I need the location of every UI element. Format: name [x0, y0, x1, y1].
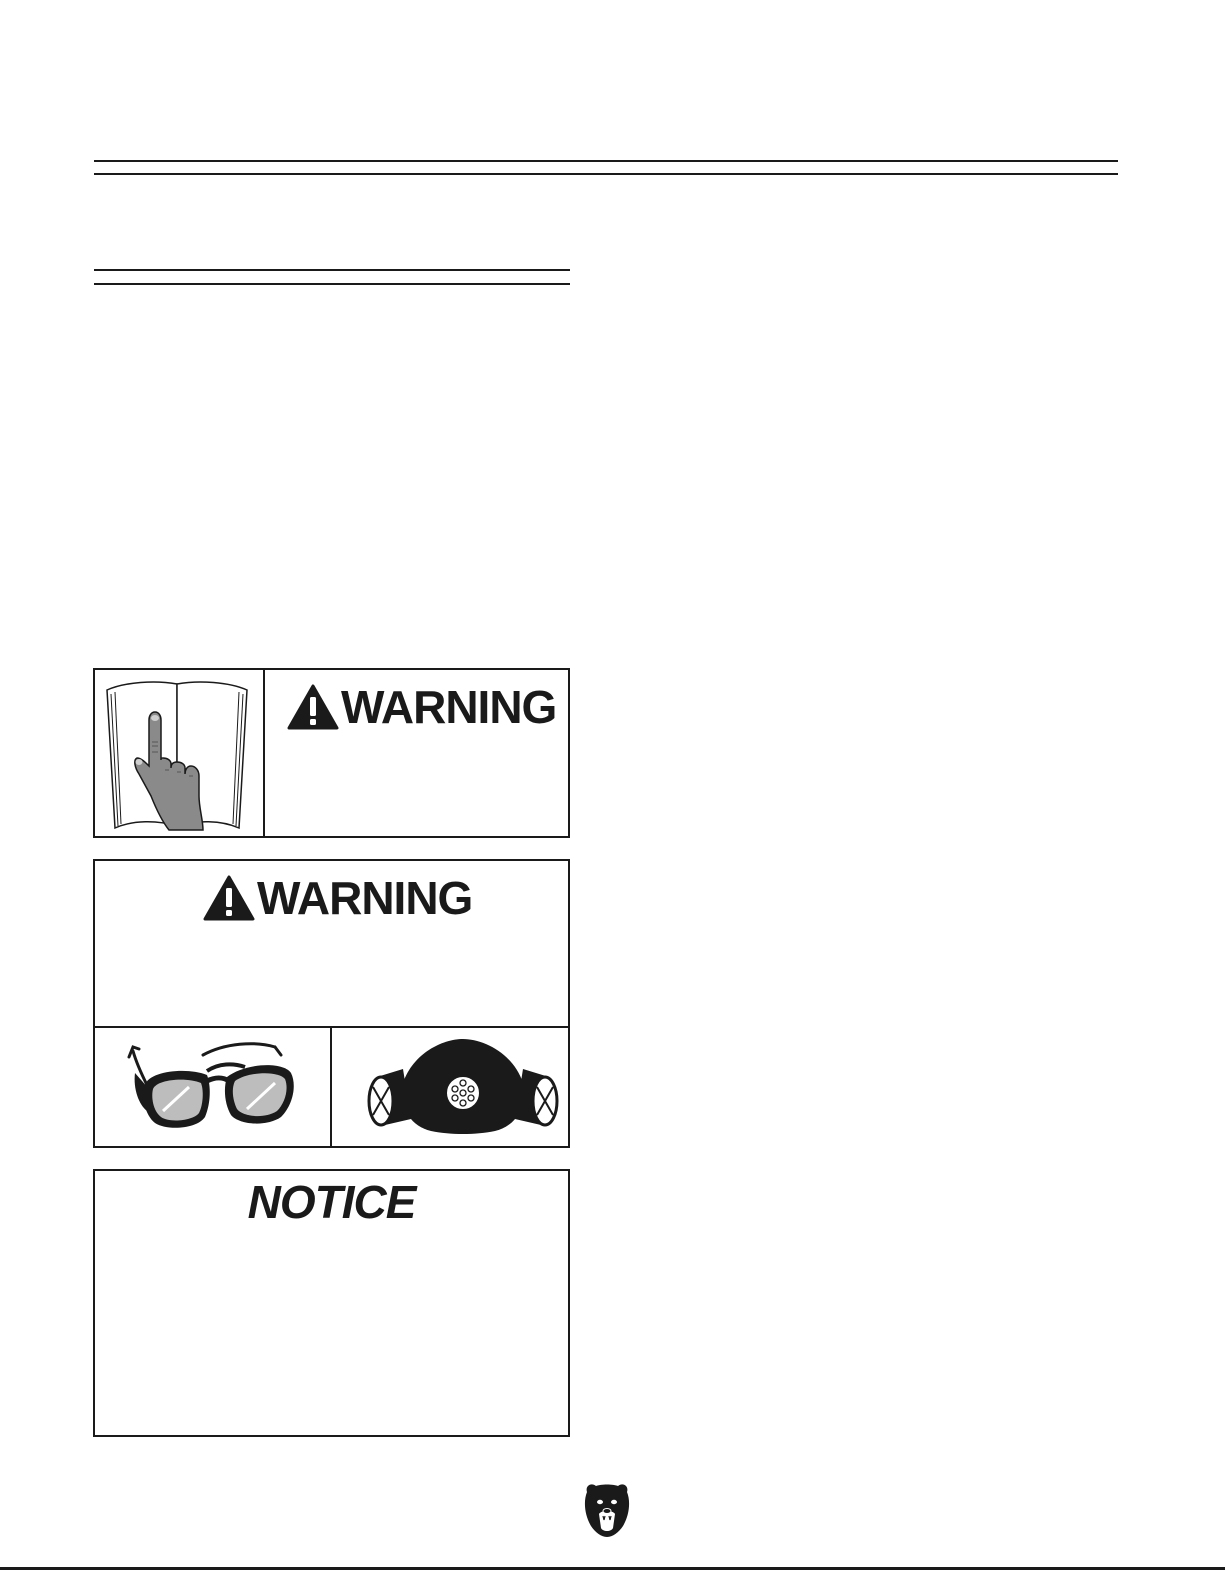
- notice-box: [93, 1169, 570, 1437]
- read-manual-icon: [95, 670, 261, 836]
- warning-signal-2: [203, 871, 472, 925]
- read-manual-panel: [95, 670, 265, 836]
- warning-box-read-manual: [93, 668, 570, 838]
- exclamation-triangle-icon: [203, 875, 255, 921]
- respirator-icon: [363, 1033, 563, 1143]
- warning-box-ppe: [93, 859, 570, 1148]
- warning-signal-word-2: WARNING: [257, 872, 473, 924]
- warning-signal-1: [287, 680, 556, 734]
- header-rule-bottom: [94, 173, 1118, 175]
- section-rule-top: [94, 269, 570, 271]
- notice-signal-word: NOTICE: [247, 1176, 416, 1228]
- warning-signal-word-1: WARNING: [341, 681, 557, 733]
- safety-glasses-icon: [115, 1033, 315, 1143]
- footer-rule: [0, 1567, 1225, 1570]
- header-rule-top: [94, 160, 1118, 162]
- exclamation-triangle-icon: [287, 684, 339, 730]
- section-rule-bottom: [94, 283, 570, 285]
- ppe-center-divider: [330, 1027, 332, 1146]
- grizzly-bear-logo-icon: [583, 1482, 631, 1538]
